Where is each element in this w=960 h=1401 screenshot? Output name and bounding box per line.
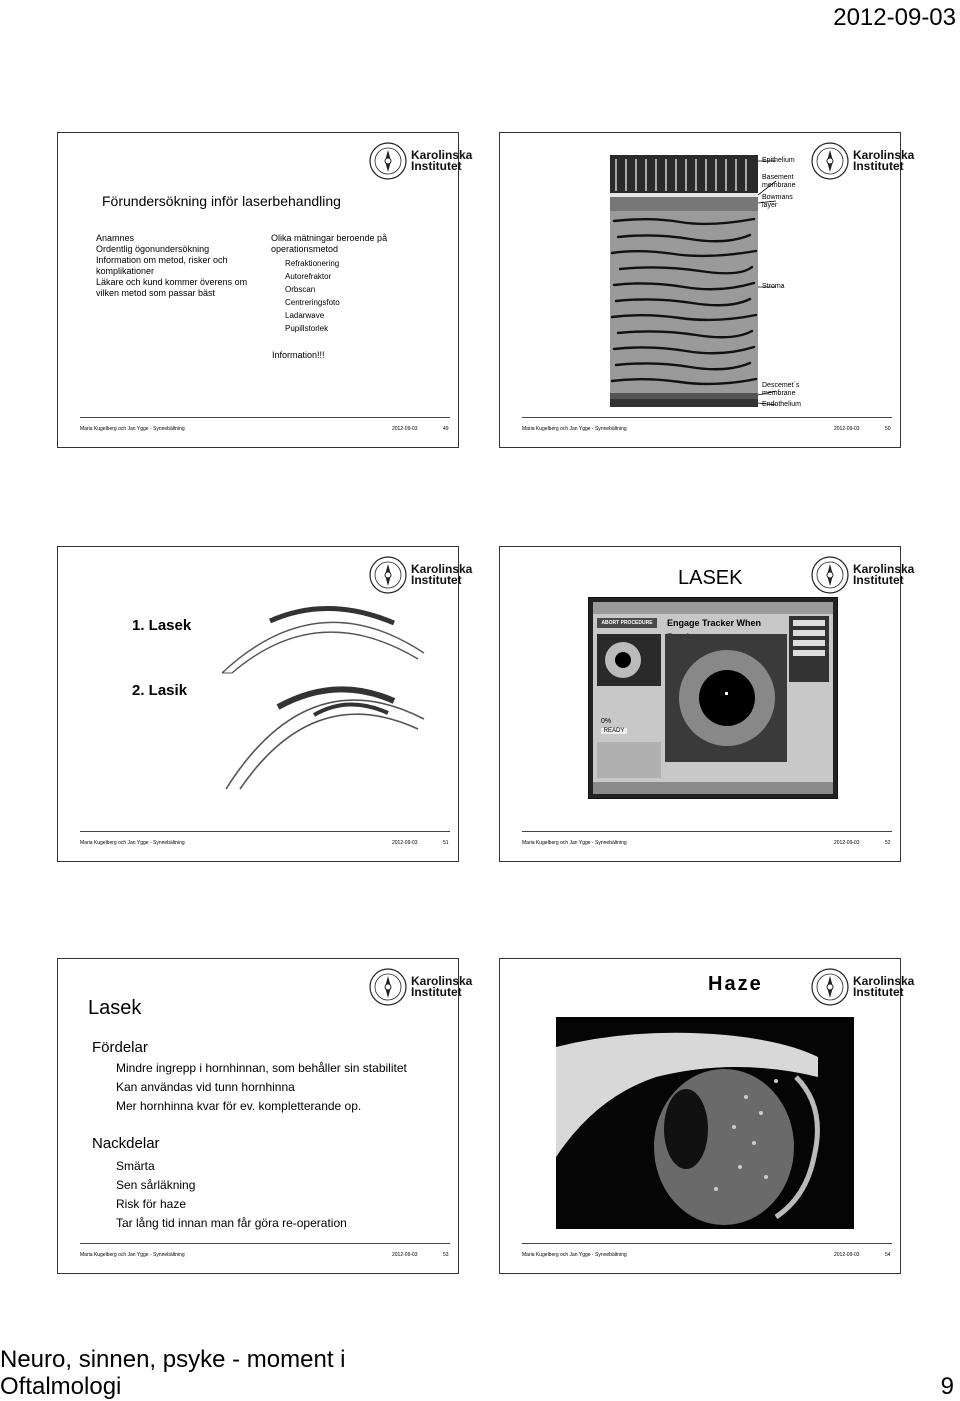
course-title: [0, 1346, 345, 1400]
menu-bar: [593, 602, 833, 614]
pros-list: [116, 1060, 416, 1114]
lasik-cornea-diagram: [218, 665, 428, 791]
slide-54: [499, 958, 915, 1274]
list-item: Mindre ingrepp i hornhinnan, som behåller sin stabilitet: [116, 1061, 407, 1075]
slide-49: [57, 132, 473, 448]
footer-author: Maria Kugelberg och Jan Ygge - Synnebältning: [80, 1252, 185, 1258]
engage-tracker-banner: Engage Tracker When: [667, 618, 762, 628]
footer-date: 2012-09-03: [392, 840, 418, 846]
cons-list: [116, 1157, 416, 1233]
footer-date: 2012-09-03: [834, 1252, 860, 1258]
slide-number: 52: [885, 840, 891, 846]
slide-50: [499, 132, 915, 448]
seal-icon: [810, 141, 850, 181]
layer-label-epithelium: Epithelium: [762, 157, 795, 164]
slide-number: 49: [443, 426, 449, 432]
laser-software-screenshot: [588, 597, 838, 799]
slide-title: Lasek: [88, 997, 142, 1019]
haze-eye-photo: [556, 1017, 854, 1229]
ready-status: READY: [601, 728, 627, 734]
list-item: Smärta: [116, 1159, 155, 1173]
seal-icon: [368, 555, 408, 595]
slide-footer: [80, 831, 450, 844]
right-list: [271, 233, 421, 335]
footer-author: Maria Kugelberg och Jan Ygge - Synnebältning: [80, 840, 185, 846]
slide-title: LASEK: [678, 567, 743, 589]
list-item: Läkare och kund kommer överens om vilken metod som passar bäst: [96, 277, 248, 298]
footer-author: Maria Kugelberg och Jan Ygge - Synnebältning: [80, 426, 185, 432]
parameter-panel: [597, 742, 661, 778]
layer-label-basement: Basement membrane: [762, 174, 796, 189]
right-heading: Olika mätningar beroende på operationsmetod: [271, 233, 388, 254]
seal-icon: [810, 967, 850, 1007]
karolinska-logo: [810, 555, 914, 595]
slide-footer: [522, 1243, 892, 1256]
karolinska-logo: [810, 967, 914, 1007]
footer-date: 2012-09-03: [834, 840, 860, 846]
list-item: Kan användas vid tunn hornhinna: [116, 1080, 295, 1094]
page-date: 2012-09-03: [833, 4, 956, 31]
logo-line1: Karolinska: [853, 148, 915, 162]
progress-percent: 0%: [601, 718, 612, 725]
course-title-line1: Neuro, sinnen, psyke - moment i: [0, 1346, 346, 1373]
cornea-cross-section: [610, 155, 758, 407]
list-item: Anamnes: [96, 233, 135, 243]
course-title-line2: Oftalmologi: [0, 1373, 122, 1400]
layer-label-endothelium: Endothelium: [762, 401, 801, 408]
footer-date: 2012-09-03: [392, 1252, 418, 1258]
list-item: Ordentlig ögonundersökning: [96, 244, 210, 254]
status-panel: [789, 616, 829, 682]
logo-line1: Karolinska: [411, 974, 473, 988]
list-item: Sen sårläkning: [116, 1178, 196, 1192]
logo-line2: Institutet: [411, 159, 462, 173]
layer-label-bowmans: Bowmans layer: [762, 194, 793, 209]
seal-icon: [368, 967, 408, 1007]
logo-line1: Karolinska: [853, 562, 915, 576]
cons-heading: Nackdelar: [92, 1135, 160, 1152]
logo-line2: Institutet: [411, 985, 462, 999]
logo-line1: Karolinska: [411, 148, 473, 162]
slide-52: [499, 546, 915, 862]
footer-date: 2012-09-03: [392, 426, 418, 432]
list-item: Autorefraktor: [285, 272, 332, 281]
karolinska-logo: [368, 141, 472, 181]
slide-footer: [522, 831, 892, 844]
left-list: [96, 233, 256, 299]
slide-title: Haze: [708, 973, 763, 995]
list-item: Refraktionering: [285, 259, 340, 268]
slide-title: Förundersökning inför laserbehandling: [102, 193, 341, 209]
page-number: 9: [940, 1373, 954, 1400]
small-eye-view: [597, 634, 661, 686]
logo-line2: Institutet: [853, 985, 904, 999]
layer-label-stroma: Stroma: [762, 283, 785, 290]
slide-number: 53: [443, 1252, 449, 1258]
slide-number: 50: [885, 426, 891, 432]
karolinska-logo: [368, 555, 472, 595]
footer-author: Maria Kugelberg och Jan Ygge - Synnebältning: [522, 1252, 627, 1258]
label-pointers: [758, 155, 778, 407]
item-lasik: 2. Lasik: [132, 682, 188, 699]
slide-footer: [80, 1243, 450, 1256]
logo-line1: Karolinska: [853, 974, 915, 988]
list-item: Risk för haze: [116, 1197, 187, 1211]
slide-number: 51: [443, 840, 449, 846]
logo-line2: Institutet: [853, 159, 904, 173]
status-bar: [593, 782, 833, 794]
pros-heading: Fördelar: [92, 1039, 148, 1056]
slide-53: [57, 958, 473, 1274]
list-item: Pupillstorlek: [285, 324, 329, 333]
karolinska-logo: [368, 967, 472, 1007]
list-item: Mer hornhinna kvar för ev. kompletterande op.: [116, 1099, 362, 1113]
list-item: Tar lång tid innan man får göra re-operation: [116, 1216, 347, 1230]
list-item: Orbscan: [285, 285, 316, 294]
footer-date: 2012-09-03: [834, 426, 860, 432]
information-note: Information!!!: [272, 350, 325, 360]
slide-footer: [80, 417, 450, 430]
slide-footer: [522, 417, 892, 430]
karolinska-logo: [810, 141, 914, 181]
list-item: Centreringsfoto: [285, 298, 340, 307]
footer-author: Maria Kugelberg och Jan Ygge - Synnebältning: [522, 840, 627, 846]
list-item: Information om metod, risker och komplikationer: [96, 255, 228, 276]
logo-line2: Institutet: [853, 573, 904, 587]
layer-label-descemet: Descemet´s membrane: [762, 382, 800, 397]
main-eye-view: [665, 634, 787, 762]
logo-line2: Institutet: [411, 573, 462, 587]
abort-procedure-button[interactable]: ABORT PROCEDURE: [597, 618, 657, 628]
slide-51: [57, 546, 473, 862]
lasek-cornea-diagram: [218, 593, 428, 675]
list-item: Ladarwave: [285, 311, 325, 320]
slide-number: 54: [885, 1252, 891, 1258]
seal-icon: [810, 555, 850, 595]
seal-icon: [368, 141, 408, 181]
footer-author: Maria Kugelberg och Jan Ygge - Synnebältning: [522, 426, 627, 432]
item-lasek: 1. Lasek: [132, 617, 192, 634]
logo-line1: Karolinska: [411, 562, 473, 576]
